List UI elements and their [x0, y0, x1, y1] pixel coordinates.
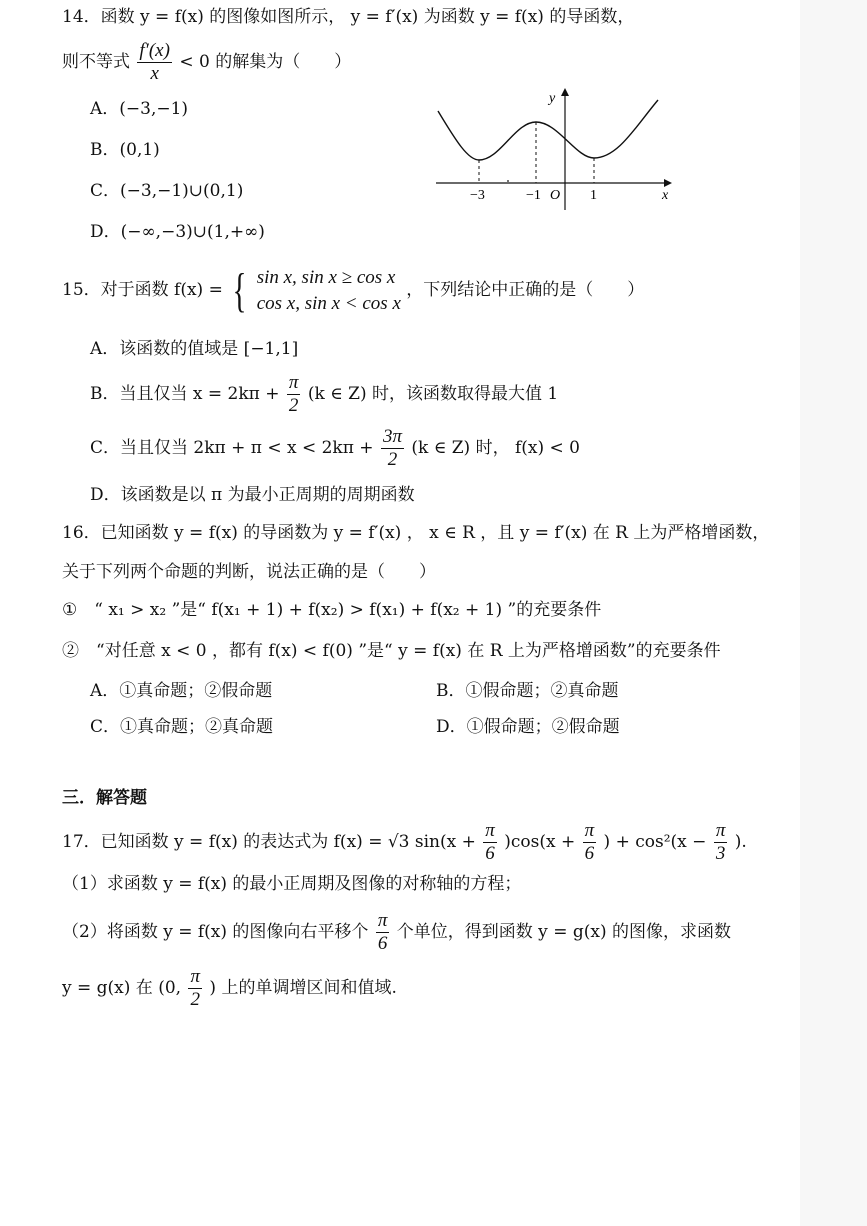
- x-axis-arrow: [664, 179, 672, 187]
- q17-fraction-2: [583, 820, 597, 865]
- q14-inequality: [62, 40, 351, 85]
- q17-part-3-fraction: [188, 966, 202, 1011]
- q17-prefix: 17．已知函数 y = f(x) 的表达式为 f(x) = √3 sin(x +: [62, 832, 476, 852]
- q16-proposition-2: ② “对任意 x < 0 ，都有 f(x) < f(0) ”是“ y = f(x) 在 R 上为严格增函数”的充要条件: [62, 641, 721, 661]
- q15-suffix: ，下列结论中正确的是（ ）: [406, 280, 645, 300]
- q17-part-3-den: 2: [190, 989, 200, 1010]
- tick-label-1: 1: [590, 188, 597, 203]
- q16-stem-line-1: 16．已知函数 y = f(x) 的导函数为 y = f′(x) ， x ∈ R ，且 y = f′(x) 在 R 上为严格增函数，: [62, 523, 770, 543]
- q15-stem: [62, 264, 644, 317]
- q16-option-a: A．①真命题；②假命题: [90, 681, 273, 701]
- q17-end: ).: [734, 832, 747, 852]
- q17-stem: [62, 820, 747, 865]
- piecewise-case-1: sin x, sin x ≥ cos x: [256, 266, 396, 288]
- piecewise-case-2: cos x, sin x < cos x: [256, 292, 401, 314]
- q17-part-3-suffix: ) 上的单调增区间和值域.: [209, 978, 397, 998]
- q17-part-1: （1）求函数 y = f(x) 的最小正周期及图像的对称轴的方程；: [62, 874, 522, 894]
- q15-c-fraction: [381, 426, 404, 471]
- q14-suffix: < 0 的解集为（ ）: [179, 52, 352, 72]
- page-edge: [800, 0, 867, 1226]
- x-axis-label: x: [662, 188, 669, 203]
- q14-option-c: C．(−3,−1)∪(0,1): [90, 181, 244, 201]
- q15-b-suffix: (k ∈ Z) 时，该函数取得最大值 1: [307, 384, 559, 404]
- section-3-heading: 三．解答题: [62, 788, 147, 808]
- q17-f3-den: 3: [715, 843, 726, 864]
- q14-prefix: 则不等式: [62, 52, 130, 72]
- origin-label: O: [550, 188, 561, 203]
- q16-option-c: C．①真命题；②真命题: [90, 717, 274, 737]
- tick-label-minus-3: −3: [470, 188, 485, 203]
- piecewise-brace: {: [232, 263, 247, 317]
- q15-option-b: [90, 372, 558, 417]
- q17-part-2-den: 6: [377, 933, 388, 954]
- q15-b-num: π: [288, 372, 299, 393]
- q15-b-prefix: B．当且仅当 x = 2kπ +: [90, 384, 280, 404]
- q14-fraction: [137, 40, 172, 85]
- q15-option-c: [90, 426, 580, 471]
- q17-mid-1: )cos(x +: [504, 832, 576, 852]
- q16-stem-line-2: 关于下列两个命题的判断，说法正确的是（ ）: [62, 562, 436, 582]
- q14-stem: 14．函数 y = f(x) 的图像如图所示， y = f′(x) 为函数 y = f(x) 的导函数，: [62, 7, 635, 27]
- q17-mid-2: ) + cos²(x −: [603, 832, 707, 852]
- q17-f3-num: π: [715, 820, 726, 841]
- q16-option-d: D．①假命题；②假命题: [436, 717, 620, 737]
- function-curve: [438, 100, 658, 160]
- q15-c-prefix: C．当且仅当 2kπ + π < x < 2kπ +: [90, 438, 374, 458]
- q16-proposition-1: ① “ x₁ > x₂ ”是“ f(x₁ + 1) + f(x₂) > f(x₁) + f(x₂ + 1) ”的充要条件: [62, 600, 602, 620]
- q14-function-graph: [428, 86, 678, 214]
- q14-option-b: B．(0,1): [90, 140, 160, 160]
- tick-label-minus-1: −1: [526, 188, 541, 203]
- q15-b-fraction: [287, 372, 301, 417]
- q14-option-a: A．(−3,−1): [90, 99, 189, 119]
- y-axis-arrow: [561, 88, 569, 96]
- q15-prefix: 15．对于函数 f(x) =: [62, 280, 223, 300]
- q14-frac-num: f′(x): [139, 40, 170, 61]
- q15-option-a: A．该函数的值域是 [−1,1]: [90, 339, 299, 359]
- q14-option-d: D．(−∞,−3)∪(1,+∞): [90, 222, 265, 242]
- piecewise-cases: [257, 265, 401, 317]
- q17-f1-num: π: [485, 820, 495, 841]
- q17-f2-num: π: [584, 820, 595, 841]
- q15-c-num: 3π: [382, 426, 402, 447]
- q17-part-2-prefix: （2）将函数 y = f(x) 的图像向右平移个: [62, 922, 369, 942]
- small-tick-dot: [507, 180, 509, 182]
- q15-c-den: 2: [387, 449, 398, 470]
- q15-b-den: 2: [288, 395, 299, 416]
- q17-part-2-continued: [62, 966, 397, 1011]
- y-axis-label: y: [549, 91, 556, 106]
- q16-option-b: B．①假命题；②真命题: [436, 681, 619, 701]
- q17-fraction-3: [714, 820, 728, 865]
- q17-f1-den: 6: [485, 843, 495, 864]
- q17-part-2-fraction: [376, 910, 390, 955]
- q15-option-d: D．该函数是以 π 为最小正周期的周期函数: [90, 485, 415, 505]
- q17-f2-den: 6: [584, 843, 595, 864]
- q17-part-2: [62, 910, 731, 955]
- q17-part-3-prefix: y = g(x) 在 (0,: [62, 978, 182, 998]
- q17-part-2-num: π: [377, 910, 388, 931]
- q17-part-3-num: π: [190, 966, 200, 987]
- q14-frac-den: x: [150, 63, 159, 84]
- q17-part-2-suffix: 个单位，得到函数 y = g(x) 的图像，求函数: [396, 922, 731, 942]
- q17-fraction-1: [483, 820, 497, 865]
- q15-c-suffix: (k ∈ Z) 时， f(x) < 0: [411, 438, 580, 458]
